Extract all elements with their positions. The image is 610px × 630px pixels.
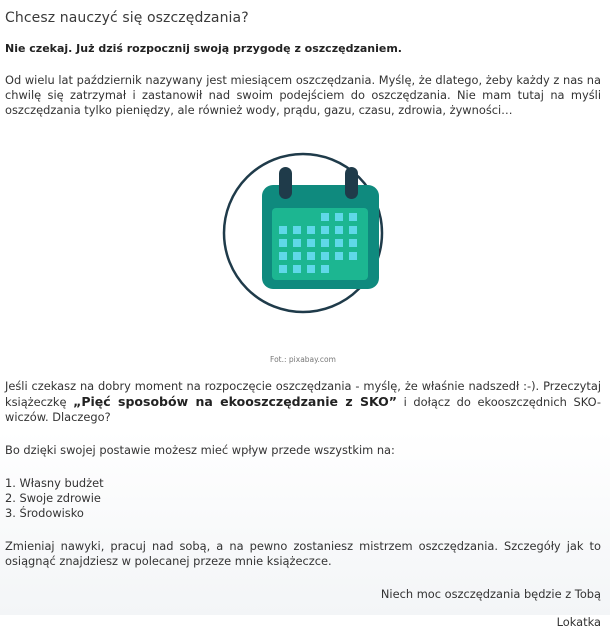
- article-figure: [5, 134, 601, 364]
- benefits-list: [5, 476, 601, 521]
- reasons-paragraph: Bo dzięki swojej postawie możesz mieć wpływ przede wszystkim na:: [5, 443, 395, 457]
- author-name: Lokatka: [556, 615, 601, 629]
- book-title: „Pięć sposobów na ekooszczędzanie z SKO”: [73, 394, 397, 409]
- calendar-ring-right: [345, 167, 358, 199]
- sign-off: Niech moc oszczędzania będzie z Tobą: [380, 587, 601, 601]
- list-item: 3. Środowisko: [5, 506, 84, 520]
- book-paragraph: [5, 379, 601, 425]
- list-item: 2. Swoje zdrowie: [5, 491, 101, 505]
- list-item: 1. Własny budżet: [5, 476, 104, 490]
- calendar-ring-left: [279, 167, 292, 199]
- intro-paragraph: Od wielu lat październik nazywany jest miesiącem oszczędzania. Myślę, że dlatego, żeby każdy z nas na chwilę się zatrzymał i zastanowił nad swoim podejściem do oszczędzania. Nie mam tutaj na myśli oszczędzania tylko pieniędzy, ale również wody, prądu, gazu, czasu, zdrowia, żywności…: [5, 73, 601, 117]
- article-lead: Nie czekaj. Już dziś rozpocznij swoją przygodę z oszczędzaniem.: [5, 42, 402, 55]
- closing-paragraph: Zmieniaj nawyki, pracuj nad sobą, a na pewno zostaniesz mistrzem oszczędzania. Szczegóły jak to osiągnąć znajdziesz w polecanej przeze mnie książeczce.: [5, 539, 601, 568]
- book-paragraph-start: Jeśli czekasz na dobry moment na rozpoczęcie oszczędzania - myślę, że właśnie nadszedł :-). Przeczytaj książeczkę: [5, 379, 601, 409]
- image-caption: Fot.: pixabay.com: [270, 355, 336, 364]
- book-paragraph-end: i dołącz do ekooszczędnich SKO-wiczów. Dlaczego?: [5, 395, 601, 424]
- calendar-icon: [222, 134, 384, 332]
- article-title: Chcesz nauczyć się oszczędzania?: [5, 10, 249, 26]
